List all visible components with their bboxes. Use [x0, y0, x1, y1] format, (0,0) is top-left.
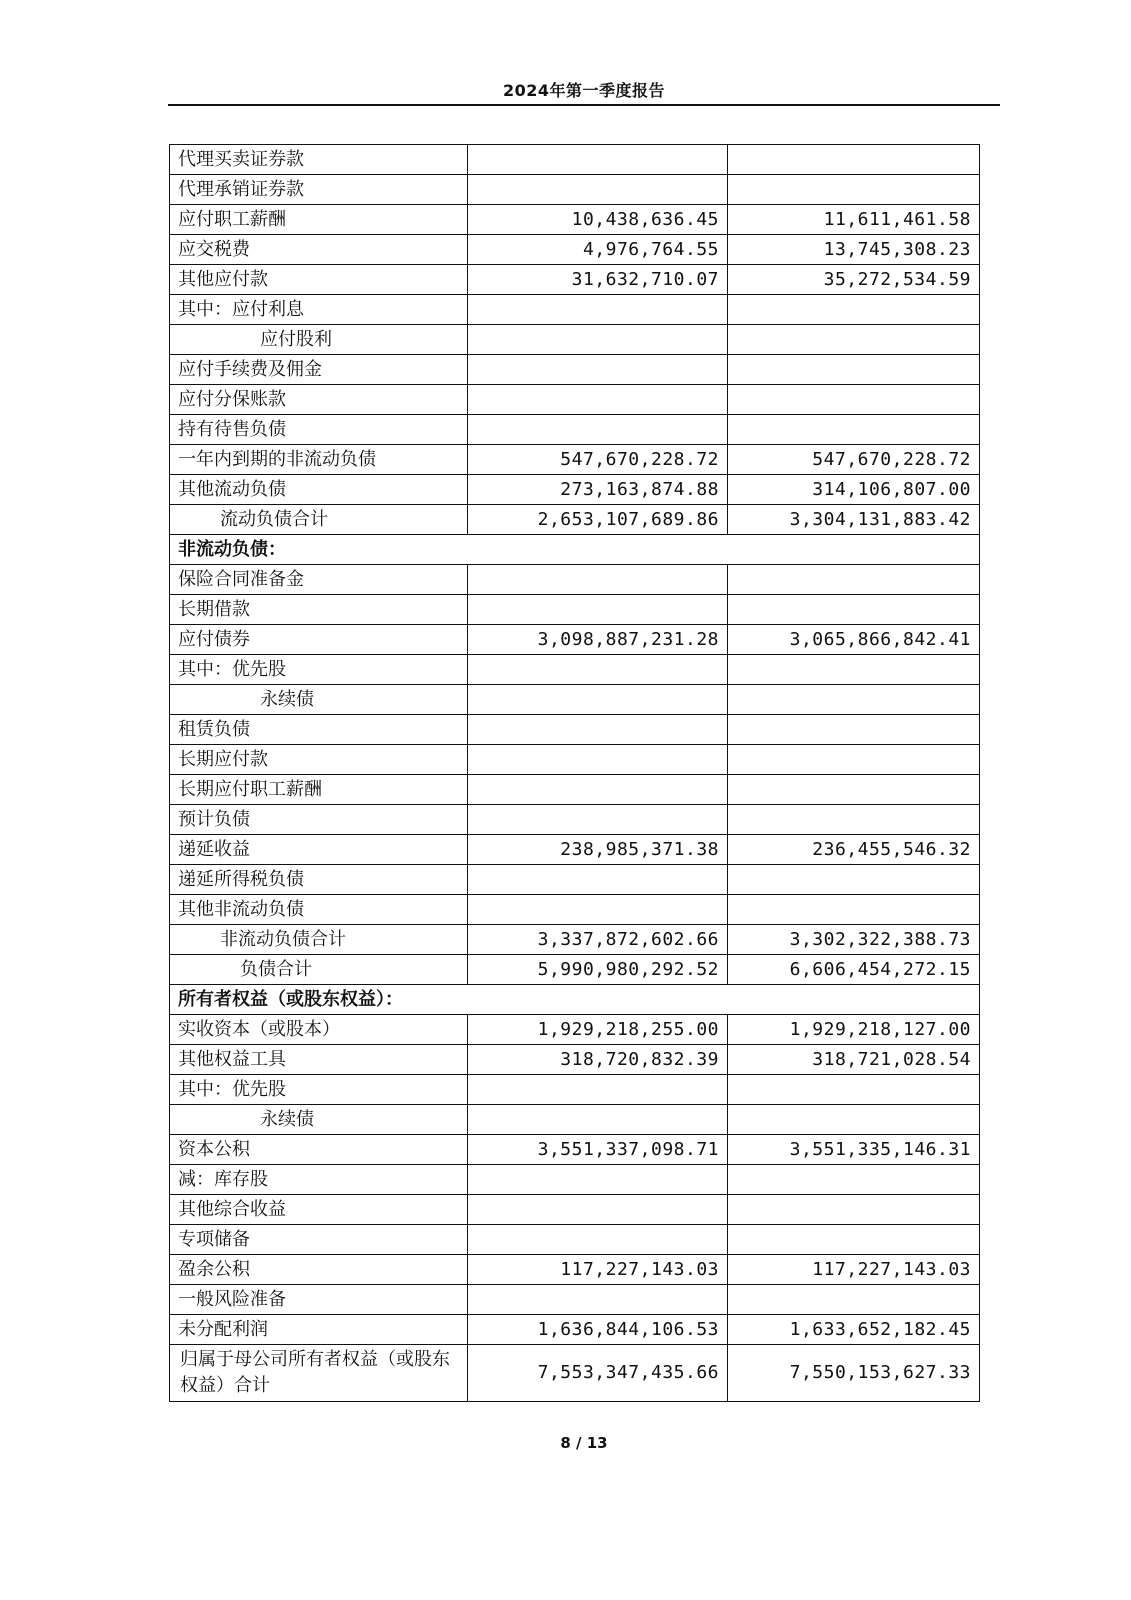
current-value [468, 745, 728, 775]
previous-value [728, 325, 980, 355]
current-value: 1,929,218,255.00 [468, 1015, 728, 1045]
previous-value [728, 865, 980, 895]
balance-sheet-table [169, 144, 980, 1402]
row-label: 代理承销证券款 [170, 175, 468, 205]
current-value: 2,653,107,689.86 [468, 505, 728, 535]
current-value [468, 145, 728, 175]
row-label: 租赁负债 [170, 715, 468, 745]
current-value [468, 805, 728, 835]
row-label: 一年内到期的非流动负债 [170, 445, 468, 475]
previous-value: 3,065,866,842.41 [728, 625, 980, 655]
current-value [468, 1075, 728, 1105]
previous-value [728, 385, 980, 415]
table-row [170, 325, 980, 355]
current-value [468, 895, 728, 925]
previous-value: 6,606,454,272.15 [728, 955, 980, 985]
table-row [170, 1315, 980, 1345]
previous-value [728, 1165, 980, 1195]
row-label: 递延收益 [170, 835, 468, 865]
table-row [170, 685, 980, 715]
current-value: 3,098,887,231.28 [468, 625, 728, 655]
row-label: 盈余公积 [170, 1255, 468, 1285]
previous-value [728, 175, 980, 205]
total-row [170, 1345, 980, 1402]
row-label: 其他应付款 [170, 265, 468, 295]
previous-value [728, 295, 980, 325]
current-value: 238,985,371.38 [468, 835, 728, 865]
current-value: 117,227,143.03 [468, 1255, 728, 1285]
row-label: 归属于母公司所有者权益（或股东权益）合计 [170, 1345, 468, 1402]
row-label: 代理买卖证券款 [170, 145, 468, 175]
table-row [170, 475, 980, 505]
page-number: 8 / 13 [560, 1434, 608, 1452]
current-value [468, 715, 728, 745]
previous-value [728, 805, 980, 835]
current-value [468, 325, 728, 355]
previous-value: 318,721,028.54 [728, 1045, 980, 1075]
current-value: 547,670,228.72 [468, 445, 728, 475]
current-value: 1,636,844,106.53 [468, 1315, 728, 1345]
row-label: 永续债 [170, 1105, 468, 1135]
table-row [170, 1255, 980, 1285]
table-row [170, 835, 980, 865]
table-row [170, 1135, 980, 1165]
row-label: 资本公积 [170, 1135, 468, 1165]
previous-value [728, 595, 980, 625]
current-value [468, 775, 728, 805]
current-value [468, 295, 728, 325]
row-label: 实收资本（或股本） [170, 1015, 468, 1045]
table-row [170, 1045, 980, 1075]
row-label: 应交税费 [170, 235, 468, 265]
row-label: 应付债券 [170, 625, 468, 655]
current-value [468, 595, 728, 625]
current-value: 10,438,636.45 [468, 205, 728, 235]
table-row [170, 655, 980, 685]
previous-value [728, 565, 980, 595]
row-label: 非流动负债合计 [170, 925, 468, 955]
current-value [468, 865, 728, 895]
previous-value: 314,106,807.00 [728, 475, 980, 505]
row-label: 负债合计 [170, 955, 468, 985]
previous-value: 35,272,534.59 [728, 265, 980, 295]
previous-value: 547,670,228.72 [728, 445, 980, 475]
row-label: 未分配利润 [170, 1315, 468, 1345]
row-label: 应付职工薪酬 [170, 205, 468, 235]
previous-value [728, 685, 980, 715]
row-label: 减：库存股 [170, 1165, 468, 1195]
section-row [170, 985, 980, 1015]
current-value [468, 355, 728, 385]
row-label: 一般风险准备 [170, 1285, 468, 1315]
previous-value [728, 415, 980, 445]
row-label: 应付手续费及佣金 [170, 355, 468, 385]
table-row [170, 565, 980, 595]
table-row [170, 775, 980, 805]
row-label: 永续债 [170, 685, 468, 715]
current-value [468, 1195, 728, 1225]
section-heading: 非流动负债： [170, 535, 980, 565]
previous-value [728, 655, 980, 685]
table-row [170, 805, 980, 835]
row-label: 应付股利 [170, 325, 468, 355]
row-label: 其他流动负债 [170, 475, 468, 505]
table-row [170, 1165, 980, 1195]
table-row [170, 265, 980, 295]
section-row [170, 535, 980, 565]
current-value [468, 655, 728, 685]
previous-value: 3,551,335,146.31 [728, 1135, 980, 1165]
current-value [468, 1225, 728, 1255]
current-value: 3,337,872,602.66 [468, 925, 728, 955]
table-row [170, 205, 980, 235]
previous-value [728, 1075, 980, 1105]
current-value: 7,553,347,435.66 [468, 1345, 728, 1402]
table-row [170, 1105, 980, 1135]
previous-value [728, 145, 980, 175]
current-value [468, 385, 728, 415]
current-value: 31,632,710.07 [468, 265, 728, 295]
table-row [170, 865, 980, 895]
previous-value [728, 715, 980, 745]
row-label: 预计负债 [170, 805, 468, 835]
table-row [170, 1225, 980, 1255]
previous-value [728, 895, 980, 925]
table-row [170, 145, 980, 175]
table-row [170, 1075, 980, 1105]
current-value: 273,163,874.88 [468, 475, 728, 505]
table-row [170, 235, 980, 265]
row-label: 其中：优先股 [170, 1075, 468, 1105]
previous-value [728, 1225, 980, 1255]
current-value: 3,551,337,098.71 [468, 1135, 728, 1165]
table-row [170, 385, 980, 415]
current-value [468, 1165, 728, 1195]
total-row [170, 955, 980, 985]
current-value [468, 1105, 728, 1135]
previous-value: 117,227,143.03 [728, 1255, 980, 1285]
previous-value [728, 355, 980, 385]
previous-value: 11,611,461.58 [728, 205, 980, 235]
table-row [170, 1015, 980, 1045]
header-divider [168, 104, 1000, 106]
row-label: 保险合同准备金 [170, 565, 468, 595]
row-label: 持有待售负债 [170, 415, 468, 445]
row-label: 其他权益工具 [170, 1045, 468, 1075]
table-row [170, 445, 980, 475]
row-label: 其中：应付利息 [170, 295, 468, 325]
previous-value: 13,745,308.23 [728, 235, 980, 265]
section-heading: 所有者权益（或股东权益）： [170, 985, 980, 1015]
table-row [170, 715, 980, 745]
previous-value [728, 1285, 980, 1315]
table-row [170, 895, 980, 925]
report-title: 2024年第一季度报告 [502, 81, 666, 100]
previous-value [728, 1195, 980, 1225]
previous-value: 1,633,652,182.45 [728, 1315, 980, 1345]
table-row [170, 415, 980, 445]
previous-value [728, 775, 980, 805]
table-row [170, 1195, 980, 1225]
row-label: 其他综合收益 [170, 1195, 468, 1225]
current-value [468, 685, 728, 715]
current-value: 4,976,764.55 [468, 235, 728, 265]
previous-value: 7,550,153,627.33 [728, 1345, 980, 1402]
current-value [468, 565, 728, 595]
previous-value: 3,302,322,388.73 [728, 925, 980, 955]
table-row [170, 1285, 980, 1315]
current-value: 318,720,832.39 [468, 1045, 728, 1075]
table-row [170, 625, 980, 655]
row-label: 长期应付款 [170, 745, 468, 775]
row-label: 专项储备 [170, 1225, 468, 1255]
current-value: 5,990,980,292.52 [468, 955, 728, 985]
row-label: 其中：优先股 [170, 655, 468, 685]
subtotal-row [170, 505, 980, 535]
row-label: 长期借款 [170, 595, 468, 625]
current-value [468, 1285, 728, 1315]
previous-value: 3,304,131,883.42 [728, 505, 980, 535]
current-value [468, 175, 728, 205]
table-row [170, 745, 980, 775]
previous-value: 236,455,546.32 [728, 835, 980, 865]
table-row [170, 175, 980, 205]
row-label: 流动负债合计 [170, 505, 468, 535]
subtotal-row [170, 925, 980, 955]
table-row [170, 355, 980, 385]
current-value [468, 415, 728, 445]
previous-value: 1,929,218,127.00 [728, 1015, 980, 1045]
row-label: 其他非流动负债 [170, 895, 468, 925]
table-row [170, 595, 980, 625]
previous-value [728, 745, 980, 775]
row-label: 应付分保账款 [170, 385, 468, 415]
row-label: 递延所得税负债 [170, 865, 468, 895]
row-label: 长期应付职工薪酬 [170, 775, 468, 805]
table-row [170, 295, 980, 325]
previous-value [728, 1105, 980, 1135]
